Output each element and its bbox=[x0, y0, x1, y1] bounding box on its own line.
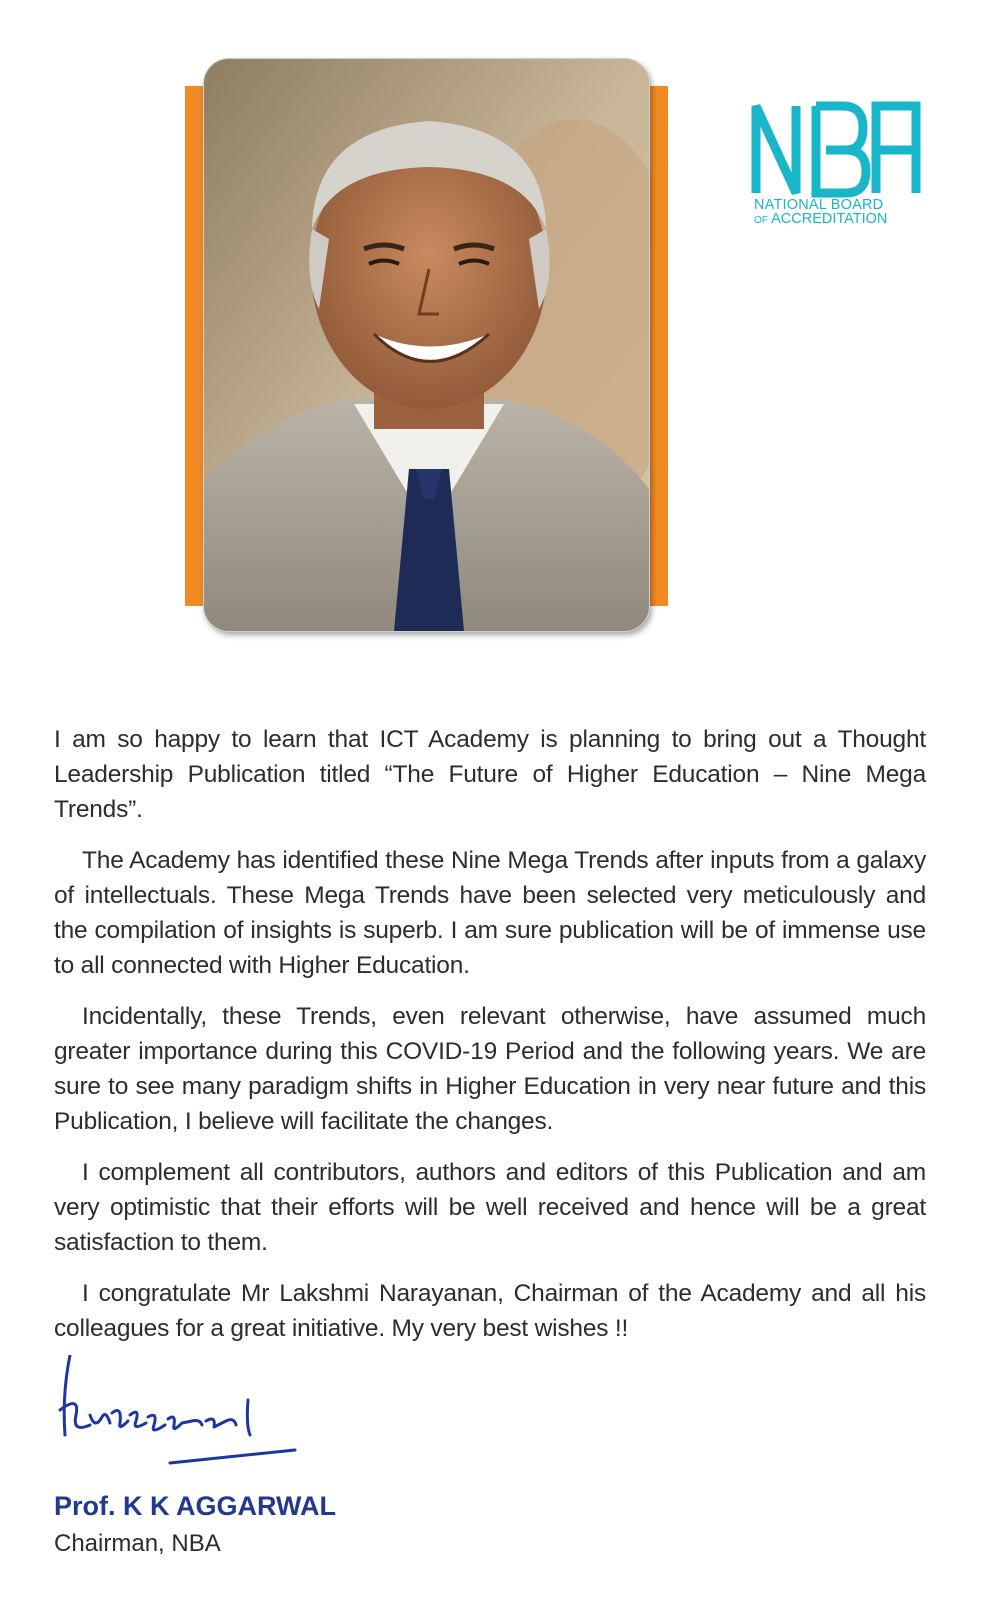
signer-name: Prof. K K AGGARWAL bbox=[54, 1491, 336, 1521]
nba-logo bbox=[748, 98, 923, 236]
logo-line-2-prefix: OF bbox=[754, 215, 768, 226]
logo-line-1: NATIONAL BOARD bbox=[754, 197, 884, 213]
nba-logo-text bbox=[754, 198, 923, 228]
logo-line-2 bbox=[754, 212, 923, 228]
paragraph-3: Incidentally, these Trends, even relevant otherwise, have assumed much greater importance during this COVID-19 Period and the following years. We are sure to see many paradigm shifts in Higher Education in very near future and this Publication, I believe will facilitate the changes. bbox=[54, 1003, 926, 1135]
signer-title: Chairman, NBA bbox=[54, 1530, 221, 1557]
portrait-block bbox=[185, 58, 670, 633]
paragraph-5: I congratulate Mr Lakshmi Narayanan, Chairman of the Academy and all his colleagues for a great initiative. My very best wishes !! bbox=[54, 1280, 926, 1342]
paragraph-4: I complement all contributors, authors and editors of this Publication and am very optimistic that their efforts will be well received and hence will be a great satisfaction to them. bbox=[54, 1159, 926, 1256]
handwritten-signature bbox=[50, 1355, 330, 1475]
paragraph-2: The Academy has identified these Nine Mega Trends after inputs from a galaxy of intellectuals. These Mega Trends have been selected very meticulously and the compilation of insights is superb. I am sure publication will be of immense use to all connected with Higher Education. bbox=[54, 847, 926, 979]
accent-bar-left bbox=[185, 86, 203, 606]
accent-bar-right bbox=[650, 86, 668, 606]
message-body bbox=[54, 722, 926, 1362]
portrait-photo bbox=[203, 58, 650, 632]
logo-line-2-main: ACCREDITATION bbox=[771, 211, 888, 227]
paragraph-1: I am so happy to learn that ICT Academy is planning to bring out a Thought Leadership Publication titled “The Future of Higher Education – Nine Mega Trends”. bbox=[54, 726, 926, 823]
nba-logo-mark bbox=[748, 98, 923, 198]
